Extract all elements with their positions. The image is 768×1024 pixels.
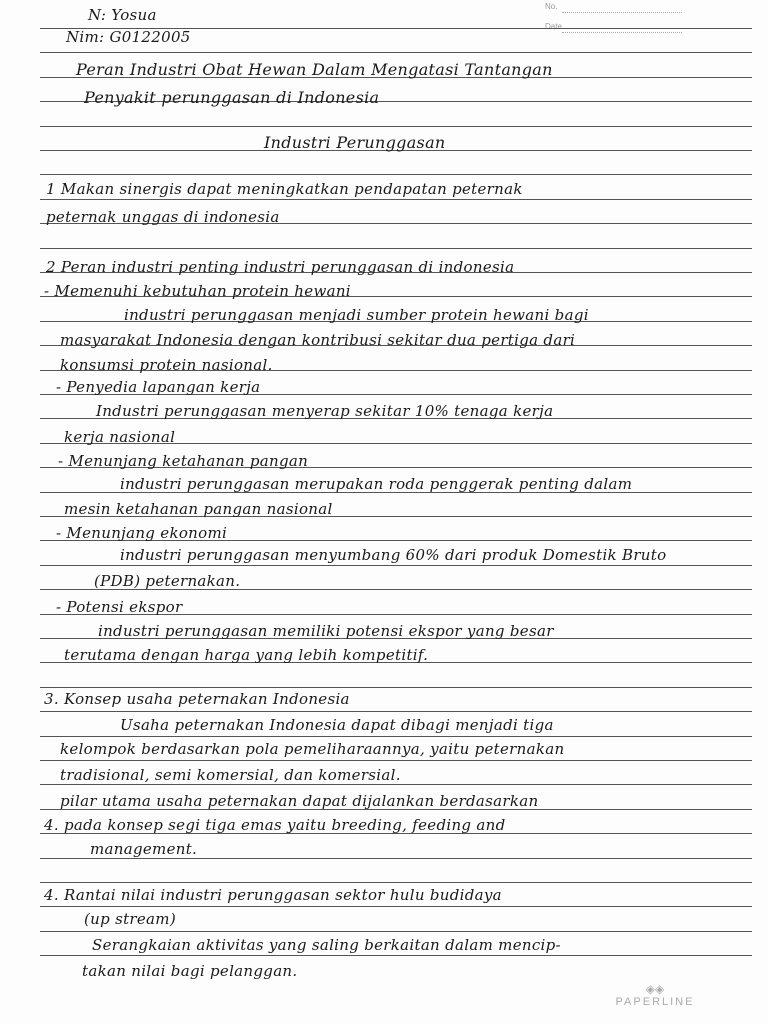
- handwritten-line: (up stream): [84, 910, 176, 928]
- ruled-line: [40, 955, 752, 956]
- ruled-line: [40, 248, 752, 249]
- handwritten-line: mesin ketahanan pangan nasional: [64, 500, 333, 518]
- handwritten-line: pilar utama usaha peternakan dapat dijalankan berdasarkan: [60, 792, 539, 810]
- handwritten-line: takan nilai bagi pelanggan.: [82, 962, 298, 980]
- handwritten-line: 1 Makan sinergis dapat meningkatkan pendapatan peternak: [46, 180, 523, 198]
- handwritten-line: industri perunggasan merupakan roda penggerak penting dalam: [120, 475, 633, 493]
- handwritten-line: masyarakat Indonesia dengan kontribusi sekitar dua pertiga dari: [60, 331, 576, 349]
- handwritten-line: 2 Peran industri penting industri perunggasan di indonesia: [46, 258, 515, 276]
- ruled-line: [40, 882, 752, 883]
- handwritten-line: industri perunggasan memiliki potensi ekspor yang besar: [98, 622, 554, 640]
- handwritten-line: 4. pada konsep segi tiga emas yaitu breeding, feeding and: [44, 816, 506, 834]
- paperline-logo: [600, 982, 710, 1008]
- handwritten-line: Nim: G0122005: [66, 28, 191, 46]
- no-line: [562, 12, 682, 13]
- handwritten-line: - Potensi ekspor: [56, 598, 183, 616]
- handwritten-line: konsumsi protein nasional.: [60, 356, 273, 374]
- ruled-line: [40, 52, 752, 53]
- no-label: No.: [545, 2, 558, 11]
- handwritten-line: Usaha peternakan Indonesia dapat dibagi menjadi tiga: [120, 716, 554, 734]
- ruled-line: [40, 174, 752, 175]
- ruled-line: [40, 906, 752, 907]
- ruled-line: [40, 736, 752, 737]
- handwritten-line: peternak unggas di indonesia: [46, 208, 280, 226]
- handwritten-line: N: Yosua: [88, 6, 157, 24]
- handwritten-line: management.: [90, 840, 198, 858]
- date-label: Date: [545, 22, 562, 31]
- ruled-line: [40, 126, 752, 127]
- handwritten-line: industri perunggasan menjadi sumber protein hewani bagi: [124, 306, 589, 324]
- ruled-line: [40, 687, 752, 688]
- ruled-line: [40, 565, 752, 566]
- handwritten-line: - Memenuhi kebutuhan protein hewani: [44, 282, 351, 300]
- handwritten-line: kelompok berdasarkan pola pemeliharaannya, yaitu peternakan: [60, 740, 565, 758]
- handwritten-line: industri perunggasan menyumbang 60% dari produk Domestik Bruto: [120, 546, 667, 564]
- handwritten-line: tradisional, semi komersial, dan komersial.: [60, 766, 401, 784]
- handwritten-line: 3. Konsep usaha peternakan Indonesia: [44, 690, 350, 708]
- ruled-line: [40, 711, 752, 712]
- handwritten-line: kerja nasional: [64, 428, 176, 446]
- handwritten-line: Industri perunggasan menyerap sekitar 10% tenaga kerja: [96, 402, 554, 420]
- handwritten-line: Industri Perunggasan: [264, 133, 446, 152]
- date-line: [562, 32, 682, 33]
- handwritten-line: Penyakit perunggasan di Indonesia: [84, 88, 380, 107]
- handwritten-line: Peran Industri Obat Hewan Dalam Mengatasi Tantangan: [76, 60, 553, 79]
- ruled-line: [40, 784, 752, 785]
- handwritten-line: (PDB) peternakan.: [94, 572, 241, 590]
- handwritten-line: Serangkaian aktivitas yang saling berkaitan dalam mencip-: [92, 936, 561, 954]
- handwritten-line: - Menunjang ketahanan pangan: [58, 452, 309, 470]
- paperline-logo-icon: ◈◈: [645, 982, 665, 996]
- ruled-line: [40, 199, 752, 200]
- handwritten-line: terutama dengan harga yang lebih kompetitif.: [64, 646, 429, 664]
- handwritten-line: - Menunjang ekonomi: [56, 524, 228, 542]
- handwritten-line: - Penyedia lapangan kerja: [56, 378, 261, 396]
- paperline-logo-text: PAPERLINE: [615, 996, 695, 1008]
- ruled-line: [40, 931, 752, 932]
- ruled-line: [40, 760, 752, 761]
- handwritten-line: 4. Rantai nilai industri perunggasan sektor hulu budidaya: [44, 886, 502, 904]
